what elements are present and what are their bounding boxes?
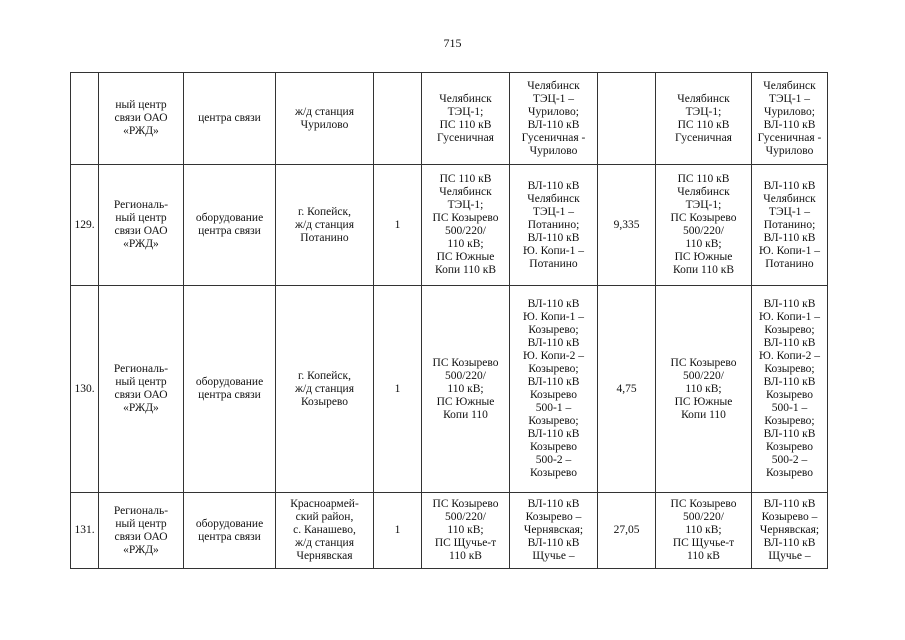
- power-line-cell-2: ВЛ-110 кВ Ю. Копи-1 – Козырево; ВЛ-110 кВ Ю. Копи-2 – Козырево; ВЛ-110 кВ Козырево 500-1 – Козырево; ВЛ-110 кВ Козырево 500-2 – Козырево: [752, 286, 828, 493]
- location-cell: Красноармей- ский район, с. Канашево, ж/д станция Чернявская: [276, 493, 374, 569]
- quantity-cell: 1: [374, 165, 422, 286]
- location-cell: г. Копейск, ж/д станция Козырево: [276, 286, 374, 493]
- row-number: [71, 73, 99, 165]
- power-source-cell-2: ПС Козырево 500/220/ 110 кВ; ПС Южные Копи 110: [656, 286, 752, 493]
- table-row: [71, 493, 828, 569]
- power-line-cell-2: ВЛ-110 кВ Челябинск ТЭЦ-1 – Потанино; ВЛ-110 кВ Ю. Копи-1 – Потанино: [752, 165, 828, 286]
- power-source-cell: Челябинск ТЭЦ-1; ПС 110 кВ Гусеничная: [422, 73, 510, 165]
- power-line-cell: ВЛ-110 кВ Козырево – Чернявская; ВЛ-110 кВ Щучье –: [510, 493, 598, 569]
- object-cell: центра связи: [184, 73, 276, 165]
- quantity-cell: [374, 73, 422, 165]
- power-source-cell: ПС Козырево 500/220/ 110 кВ; ПС Южные Копи 110: [422, 286, 510, 493]
- power-line-cell: ВЛ-110 кВ Челябинск ТЭЦ-1 – Потанино; ВЛ-110 кВ Ю. Копи-1 – Потанино: [510, 165, 598, 286]
- power-line-cell-2: ВЛ-110 кВ Козырево – Чернявская; ВЛ-110 кВ Щучье –: [752, 493, 828, 569]
- table-row: [71, 165, 828, 286]
- table-row: [71, 73, 828, 165]
- length-cell: 9,335: [598, 165, 656, 286]
- organization-cell: Региональ- ный центр связи ОАО «РЖД»: [99, 165, 184, 286]
- row-number: 129.: [71, 165, 99, 286]
- substations-table: [70, 72, 828, 569]
- quantity-cell: 1: [374, 493, 422, 569]
- power-source-cell-2: Челябинск ТЭЦ-1; ПС 110 кВ Гусеничная: [656, 73, 752, 165]
- length-cell: [598, 73, 656, 165]
- length-cell: 4,75: [598, 286, 656, 493]
- power-line-cell-2: Челябинск ТЭЦ-1 – Чурилово; ВЛ-110 кВ Гусеничная - Чурилово: [752, 73, 828, 165]
- organization-cell: ный центр связи ОАО «РЖД»: [99, 73, 184, 165]
- table-row: [71, 286, 828, 493]
- quantity-cell: 1: [374, 286, 422, 493]
- power-source-cell-2: ПС 110 кВ Челябинск ТЭЦ-1; ПС Козырево 500/220/ 110 кВ; ПС Южные Копи 110 кВ: [656, 165, 752, 286]
- power-line-cell: ВЛ-110 кВ Ю. Копи-1 – Козырево; ВЛ-110 кВ Ю. Копи-2 – Козырево; ВЛ-110 кВ Козырево 500-1 – Козырево; ВЛ-110 кВ Козырево 500-2 – Козырево: [510, 286, 598, 493]
- power-line-cell: Челябинск ТЭЦ-1 – Чурилово; ВЛ-110 кВ Гусеничная - Чурилово: [510, 73, 598, 165]
- power-source-cell: ПС 110 кВ Челябинск ТЭЦ-1; ПС Козырево 500/220/ 110 кВ; ПС Южные Копи 110 кВ: [422, 165, 510, 286]
- organization-cell: Региональ- ный центр связи ОАО «РЖД»: [99, 286, 184, 493]
- length-cell: 27,05: [598, 493, 656, 569]
- power-source-cell-2: ПС Козырево 500/220/ 110 кВ; ПС Щучье-т 110 кВ: [656, 493, 752, 569]
- row-number: 130.: [71, 286, 99, 493]
- page-number: 715: [443, 36, 462, 50]
- object-cell: оборудование центра связи: [184, 493, 276, 569]
- object-cell: оборудование центра связи: [184, 286, 276, 493]
- row-number: 131.: [71, 493, 99, 569]
- organization-cell: Региональ- ный центр связи ОАО «РЖД»: [99, 493, 184, 569]
- object-cell: оборудование центра связи: [184, 165, 276, 286]
- location-cell: ж/д станция Чурилово: [276, 73, 374, 165]
- location-cell: г. Копейск, ж/д станция Потанино: [276, 165, 374, 286]
- power-source-cell: ПС Козырево 500/220/ 110 кВ; ПС Щучье-т 110 кВ: [422, 493, 510, 569]
